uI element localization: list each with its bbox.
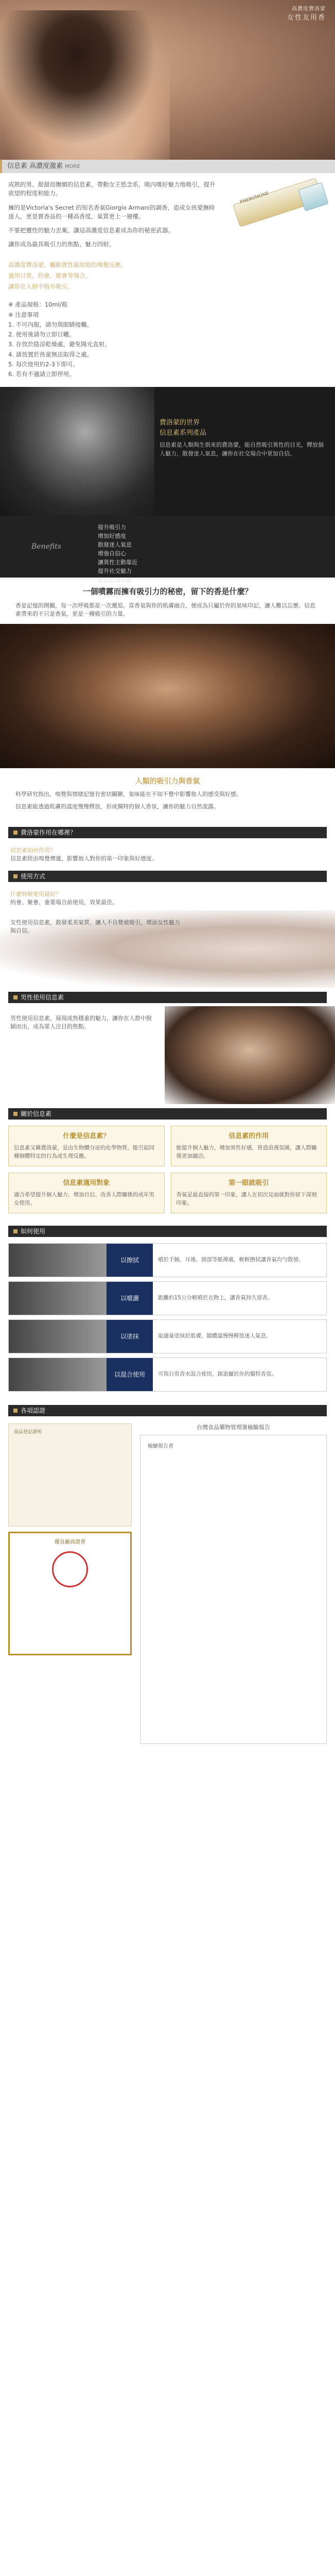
spec-item: ※ 注意事項 [8, 311, 39, 318]
spec-item: 2. 使用後請勿立即日曬。 [8, 331, 75, 338]
use-tag: 以塗抹 [107, 1320, 153, 1353]
bullet-icon [13, 1112, 17, 1116]
woman-strip-text: 女性使用信息素，散發柔美氣質，讓人不自覺被吸引，增添女性魅力與自信。 [10, 919, 180, 935]
intro-p3: 不要把靈性的魅力丟棄，讓這高濃度信息素成為你的秘密武器。 [8, 227, 174, 234]
intro-p1: 成熟的男、甜甜而嫵媚的信息素，帶動女王慾念系，吸內嗜好魅力地吸引，提升欲望的程度和能力。 [8, 181, 216, 197]
use-tag: 以混合使用 [107, 1358, 153, 1391]
intro-section [0, 173, 335, 258]
qa-head-2: 使用方式 [21, 872, 46, 880]
couple-image [0, 624, 335, 768]
cert-document: 商品登記證明 [8, 1423, 132, 1527]
test-report [140, 1423, 327, 1744]
qa-answer-2: 約會、聚會、重要場合前使用，效果最佳。 [10, 899, 118, 906]
story-title: 一個噴霧而擁有吸引力的秘密，留下的香是什麼？ [82, 587, 253, 597]
use-image [9, 1320, 107, 1353]
qa-bar-1 [8, 827, 327, 838]
use-row [8, 1243, 327, 1277]
bullet-icon [13, 831, 17, 835]
highlight-l3: 讓你在人群中格外吸引。 [8, 283, 74, 290]
man-strip [0, 1006, 335, 1104]
use-image [9, 1358, 107, 1391]
benefit-item: 增加好感度 [98, 533, 126, 540]
pheromone-world-title: 費洛蒙的世界 [160, 419, 200, 427]
intro-text [8, 180, 216, 255]
use-row [8, 1319, 327, 1353]
use-desc: 可與日常香水混合使用，創造屬於你的獨特香氛。 [158, 1370, 277, 1377]
benefits-section [0, 516, 335, 584]
certs-bar [8, 1405, 327, 1416]
tips-head: 關於信息素 [21, 1110, 52, 1117]
qa-question-1: 信息素如何作用？ [10, 846, 56, 854]
certs-head: 各項認證 [21, 1406, 46, 1414]
man-bar [8, 992, 327, 1003]
tip-card [171, 1126, 327, 1166]
man-head: 男性使用信息素 [21, 993, 64, 1001]
spec-item: ※ 產品規格：10ml/瓶 [8, 301, 68, 309]
benefit-item: 增強自信心 [98, 550, 126, 557]
tip-body: 信息素又稱費洛蒙，是由生物體分泌的化學物質，能引起同種個體特定的行為或生理反應。 [14, 1145, 154, 1159]
use-row [8, 1358, 327, 1392]
pheromone-world-text [154, 387, 335, 516]
award-certificate [8, 1532, 132, 1655]
tip-body: 能提升個人魅力，增加異性好感，營造浪漫氛圍，讓人際關係更加融洽。 [176, 1145, 317, 1159]
qa-block-1 [0, 841, 335, 867]
spec-item: 4. 請放置於孩童無法取得之處。 [8, 350, 93, 358]
spec-item: 5. 每次使用約2-3下即可。 [8, 360, 79, 368]
attraction-p1: 科學研究指出，嗅覺與情緒記憶有密切關聯，氣味能在不知不覺中影響他人的感受與好感。 [15, 790, 242, 798]
qa-bar-2 [8, 871, 327, 882]
story-body: 香是記憶的開關，每一次呼吸都是一次邂逅。當香氣與你的肌膚融合，便成為只屬於你的氣味印記，讓人難以忘懷。信息素帶來的不只是香氣，更是一種吸引的力量。 [15, 602, 315, 618]
man-image [165, 1006, 335, 1104]
bottle-label: PHEROMONE [239, 191, 270, 205]
spec-list [0, 298, 335, 387]
spec-item: 6. 若有不適請立即停用。 [8, 370, 75, 378]
uses-head: 如何使用 [21, 1227, 46, 1235]
use-tag: 以擦拭 [107, 1244, 153, 1277]
tip-card [8, 1173, 165, 1213]
man-strip-text: 男性使用信息素，展現成熟穩重的魅力，讓你在人群中脫穎而出，成為眾人注目的焦點。 [10, 1014, 152, 1030]
benefits-label: Benefits [31, 542, 62, 551]
brand-logo [287, 5, 326, 23]
qa-answer-1: 信息素經由嗅覺傳遞，影響他人對你的第一印象與好感度。 [10, 855, 157, 862]
use-desc: 取適量塗抹於肌膚，隨體溫慢慢釋放迷人氣息。 [158, 1332, 272, 1339]
qa-question-2: 什麼時候使用最好？ [10, 890, 61, 897]
section-title: 信息素 高濃度激素 [7, 162, 63, 171]
attraction-title: 人類的吸引力與香氣 [135, 777, 200, 786]
product-bottle-image [224, 180, 327, 252]
use-image [9, 1244, 107, 1277]
woman-strip [0, 910, 335, 988]
use-desc: 距離約15公分輕噴於衣物上，讓香氣持久留香。 [158, 1294, 273, 1301]
uses-bar [8, 1226, 327, 1237]
attraction-p2: 信息素能透過肌膚的溫度慢慢釋放，形成獨特的個人香氛，讓你的魅力自然流露。 [15, 803, 219, 810]
test-report-caption: 台灣食品藥物管理署檢驗報告 [197, 1423, 270, 1431]
story-section [0, 578, 335, 624]
brand-main: 女性友用香 [287, 14, 326, 22]
bullet-icon [13, 995, 17, 999]
tip-body: 適合希望提升個人魅力、增加自信、改善人際關係的成年男女使用。 [14, 1192, 154, 1206]
section-bar-intro [0, 160, 335, 173]
benefit-item: 營造浪漫氛圍 [98, 577, 132, 584]
highlight-l1: 高濃度費洛蒙，觸動異性最原始的嗅覺反應。 [8, 261, 127, 268]
intro-p4: 讓你成為最具吸引力的焦點，魅力四射。 [8, 241, 115, 248]
tip-title: 第一眼就吸引 [228, 1179, 269, 1187]
highlight-text [0, 258, 335, 299]
certs-section [0, 1419, 335, 1755]
tips-bar [8, 1108, 327, 1120]
qa-block-2 [0, 885, 335, 910]
tips-grid [0, 1123, 335, 1222]
test-report-document: 檢驗報告書 [140, 1435, 327, 1744]
award-title: 優良廠商證書 [55, 1539, 85, 1545]
bullet-icon [13, 874, 17, 878]
qa-head-1: 費洛蒙作用在哪裡？ [21, 828, 77, 836]
pheromone-world-subtitle: 信息素系列產品 [160, 429, 207, 437]
brand-sub: 高濃度費洛蒙 [292, 6, 326, 12]
pheromone-world-section [0, 387, 335, 516]
tip-card [171, 1173, 327, 1213]
model-portrait-image [0, 387, 154, 516]
spec-item: 1. 不可內服，請勿與眼睛接觸。 [8, 320, 93, 328]
tip-body: 香氣是最直接的第一印象，讓人在初次見面就對你留下深刻印象。 [176, 1192, 317, 1206]
bullet-icon [13, 1409, 17, 1413]
bullet-icon [13, 1229, 17, 1233]
benefit-item: 散發迷人氣息 [98, 541, 132, 549]
intro-p2: 擁的是Victoria's Secret 的知名香氣Giorgio Armani的調香，造成女孩愛撫時迷人，更是賞香品的一種高香度，氣質更上一層樓。 [8, 204, 215, 220]
tip-title: 什麼是信息素？ [63, 1132, 110, 1140]
benefits-list [93, 516, 335, 584]
tip-card [8, 1126, 165, 1166]
use-desc: 噴於手腕、耳後、頸部等脈搏處，輕輕擦拭讓香氣均勻散發。 [158, 1256, 304, 1263]
pheromone-world-body: 信息素是人類與生俱來的費洛蒙，能自然吸引異性的目光，釋放個人魅力，散發迷人氣息，讓你在社交場合中更加自信。 [160, 442, 324, 457]
uses-list [0, 1240, 335, 1401]
use-tag: 以噴灑 [107, 1282, 153, 1315]
section-title-en: MORE [65, 163, 80, 170]
benefit-item: 提升社交魅力 [98, 568, 132, 575]
highlight-l2: 適用日常，約會，聚會等場合。 [8, 272, 91, 279]
use-image [9, 1282, 107, 1315]
hero-model-image [0, 10, 170, 160]
attraction-body [0, 790, 335, 823]
benefit-item: 提升吸引力 [98, 524, 126, 531]
use-row [8, 1281, 327, 1315]
tip-title: 信息素的作用 [228, 1132, 269, 1140]
hero-banner [0, 0, 335, 160]
benefit-item: 讓異性主動靠近 [98, 559, 137, 566]
cert-docs [8, 1423, 132, 1744]
seal-icon [52, 1551, 88, 1587]
spec-item: 3. 存放於陰涼乾燥處，避免陽光直射。 [8, 341, 111, 348]
tip-title: 信息素適用對象 [63, 1179, 110, 1187]
